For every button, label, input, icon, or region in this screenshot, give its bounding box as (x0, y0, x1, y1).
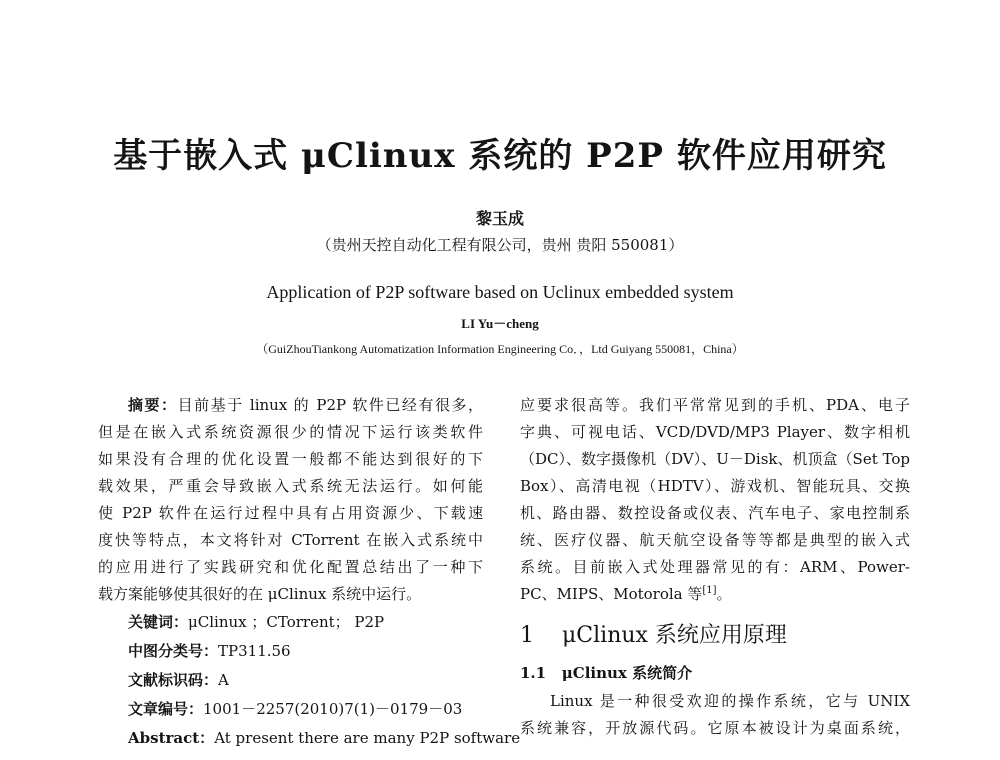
document-code-value: A (218, 671, 229, 689)
abstract-line: 但是在嵌入式系统资源很少的情况下运行该类软件 (98, 423, 483, 441)
body-text-end: 。 (716, 585, 732, 603)
abstract-en-label: Abstract： (128, 729, 215, 747)
subsection-title: μClinux 系统简介 (561, 664, 693, 682)
abstract-line (98, 392, 483, 419)
clc-number (98, 637, 483, 666)
affiliation-cn: （贵州天控自动化工程有限公司，贵州 贵阳 550081） (316, 236, 684, 254)
document-code-label: 文献标识码： (128, 671, 219, 689)
section-title: μClinux 系统应用原理 (561, 623, 787, 648)
article-number (98, 695, 483, 724)
paper-title-en: Application of P2P software based on Uclinux embedded system (266, 282, 734, 302)
abstract-line: 如果没有合理的优化设置一般都不能达到很好的下 (98, 450, 483, 468)
document-code (98, 666, 483, 695)
affiliation-en: （GuiZhouTiankong Automatization Information Engineering Co．，Ltd Guiyang 550081，China） (256, 342, 744, 356)
abstract-en-text: At present there are many P2P software (214, 729, 521, 747)
keywords-label: 关键词： (128, 613, 189, 631)
clc-label: 中图分类号： (128, 642, 219, 660)
body-line: Linux 是一种很受欢迎的操作系统，它与 UNIX (550, 692, 910, 710)
body-line: 系统兼容，开放源代码。它原本被设计为桌面系统， (520, 719, 910, 737)
subsection-heading (520, 658, 910, 688)
abstract-line: 度快等特点，本文将针对 CTorrent 在嵌入式系统中 (98, 531, 483, 549)
right-column (520, 392, 910, 742)
abstract-text: 目前基于 linux 的 P2P 软件已经有很多， (177, 396, 483, 414)
keywords-value: μClinux ；CTorrent； P2P (188, 613, 385, 631)
keywords (98, 608, 483, 637)
article-number-value: 1001－2257(2010)7(1)－0179－03 (203, 700, 463, 718)
abstract-en (98, 724, 521, 753)
abstract-line: 载方案能够使其很好的在 μClinux 系统中运行。 (98, 585, 422, 603)
body-line: （DC）、数字摄像机（DV）、U－Disk、机顶盒（Set Top (520, 450, 910, 468)
article-number-label: 文章编号： (128, 700, 204, 718)
author-name-cn: 黎玉成 (475, 209, 524, 228)
body-line: 应要求很高等。我们平常常见到的手机、PDA、电子 (520, 396, 910, 414)
left-column (98, 392, 521, 753)
body-line: 系统。目前嵌入式处理器常见的有：ARM、Power- (520, 558, 910, 576)
body-line: Box）、高清电视（HDTV）、游戏机、智能玩具、交换 (520, 477, 910, 495)
subsection-number: 1.1 (520, 664, 547, 682)
author-name-en: LI Yu－cheng (461, 316, 539, 331)
citation-ref[interactable]: [1] (702, 585, 717, 596)
abstract-label: 摘要： (128, 396, 178, 414)
body-line: 字典、可视电话、VCD/DVD/MP3 Player、数字相机 (520, 423, 910, 441)
body-line: 机、路由器、数控设备或仪表、汽车电子、家电控制系 (520, 504, 910, 522)
abstract-line: 载效果，严重会导致嵌入式系统无法运行。如何能 (98, 477, 483, 495)
abstract-line: 使 P2P 软件在运行过程中具有占用资源少、下载速 (98, 504, 483, 522)
abstract-line: 的应用进行了实践研究和优化配置总结出了一种下 (98, 558, 483, 576)
body-line: 统、医疗仪器、航天航空设备等等都是典型的嵌入式 (520, 531, 910, 549)
paper-title: 基于嵌入式 μClinux 系统的 P2P 软件应用研究 (113, 136, 887, 176)
body-text: PC、MIPS、Motorola 等 (520, 585, 703, 603)
body-line (520, 581, 910, 608)
clc-value: TP311.56 (218, 642, 291, 660)
section-number: 1 (520, 623, 534, 648)
section-heading (520, 608, 910, 658)
